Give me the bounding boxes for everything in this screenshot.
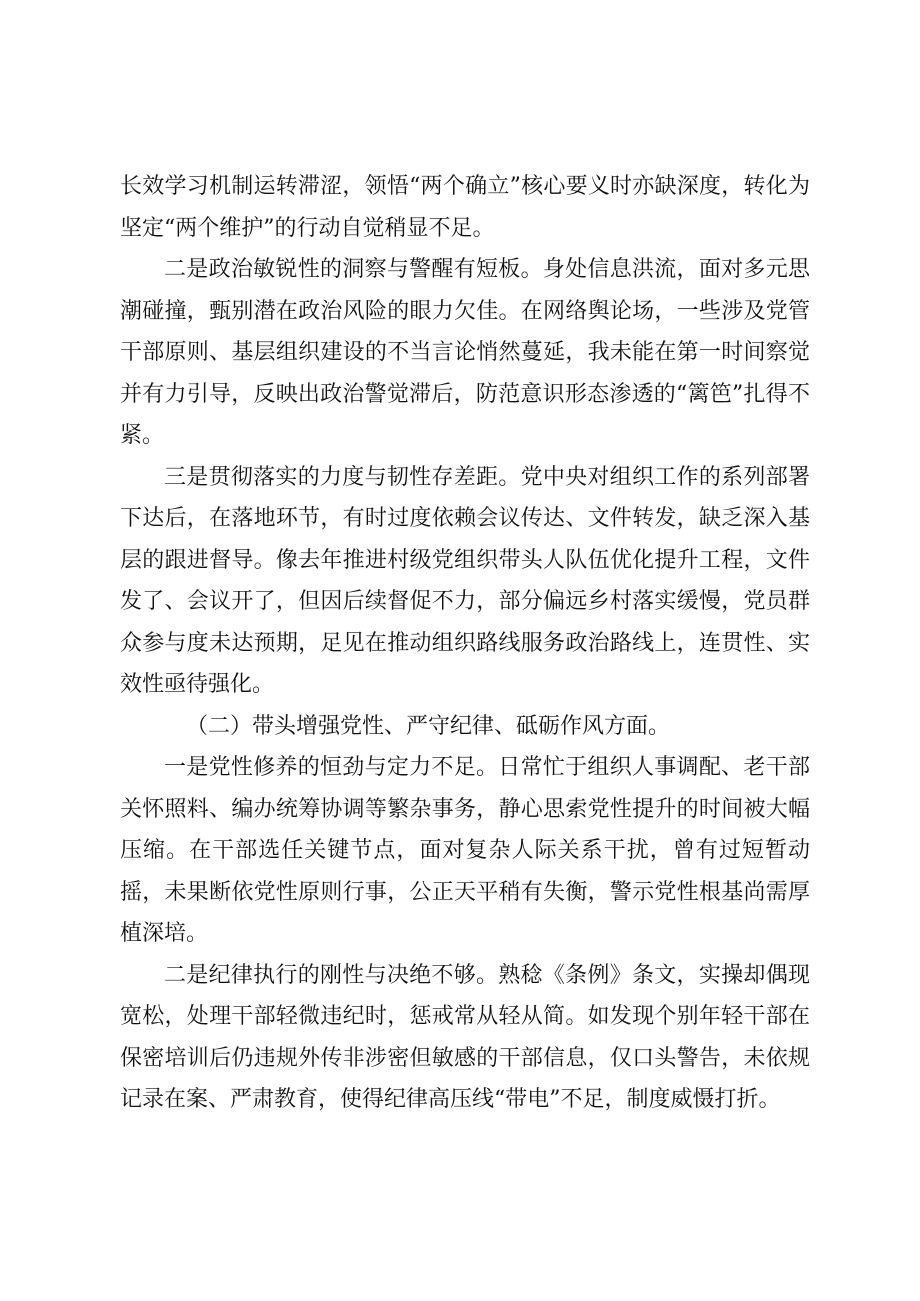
paragraph-implementation: 三是贯彻落实的力度与韧性存差距。党中央对组织工作的系列部署下达后，在落地环节，有时过度依赖会议传达、文件转发，缺乏深入基层的跟进督导。像去年推进村级党组织带头人队伍优化提升工程，文件发了、会议开了，但因后续督促不力，部分偏远乡村落实缓慢，党员群众参与度未达预期，足见在推动组织路线服务政治路线上，连贯性、实效性亟待强化。 xyxy=(120,464,810,697)
paragraph-continuation: 长效学习机制运转滞涩，领悟“两个确立”核心要义时亦缺深度，转化为坚定“两个维护”的行动自觉稍显不足。 xyxy=(120,174,810,241)
paragraph-party-spirit: 一是党性修养的恒劲与定力不足。日常忙于组织人事调配、老干部关怀照料、编办统筹协调等繁杂事务，静心思索党性提升的时间被大幅压缩。在干部选任关键节点，面对复杂人际关系干扰，曾有过短暂动摇，未果断依党性原则行事，公正天平稍有失衡，警示党性根基尚需厚植深培。 xyxy=(120,755,810,946)
paragraph-discipline: 二是纪律执行的刚性与决绝不够。熟稔《条例》条文，实操却偶现宽松，处理干部轻微违纪时，惩戒常从轻从简。如发现个别年轻干部在保密培训后仍违规外传非涉密但敏感的干部信息，仅口头警告，未依规记录在案、严肃教育，使得纪律高压线“带电”不足，制度威慑打折。 xyxy=(120,962,810,1112)
paragraph-political-sensitivity: 二是政治敏锐性的洞察与警醒有短板。身处信息洪流，面对多元思潮碰撞，甄别潜在政治风险的眼力欠佳。在网络舆论场，一些涉及党管干部原则、基层组织建设的不当言论悄然蔓延，我未能在第一时间察觉并有力引导，反映出政治警觉滞后，防范意识形态渗透的“篱笆”扎得不紧。 xyxy=(120,257,810,448)
section-heading: （二）带头增强党性、严守纪律、砥砺作风方面。 xyxy=(186,713,671,739)
document-body xyxy=(120,166,810,1121)
